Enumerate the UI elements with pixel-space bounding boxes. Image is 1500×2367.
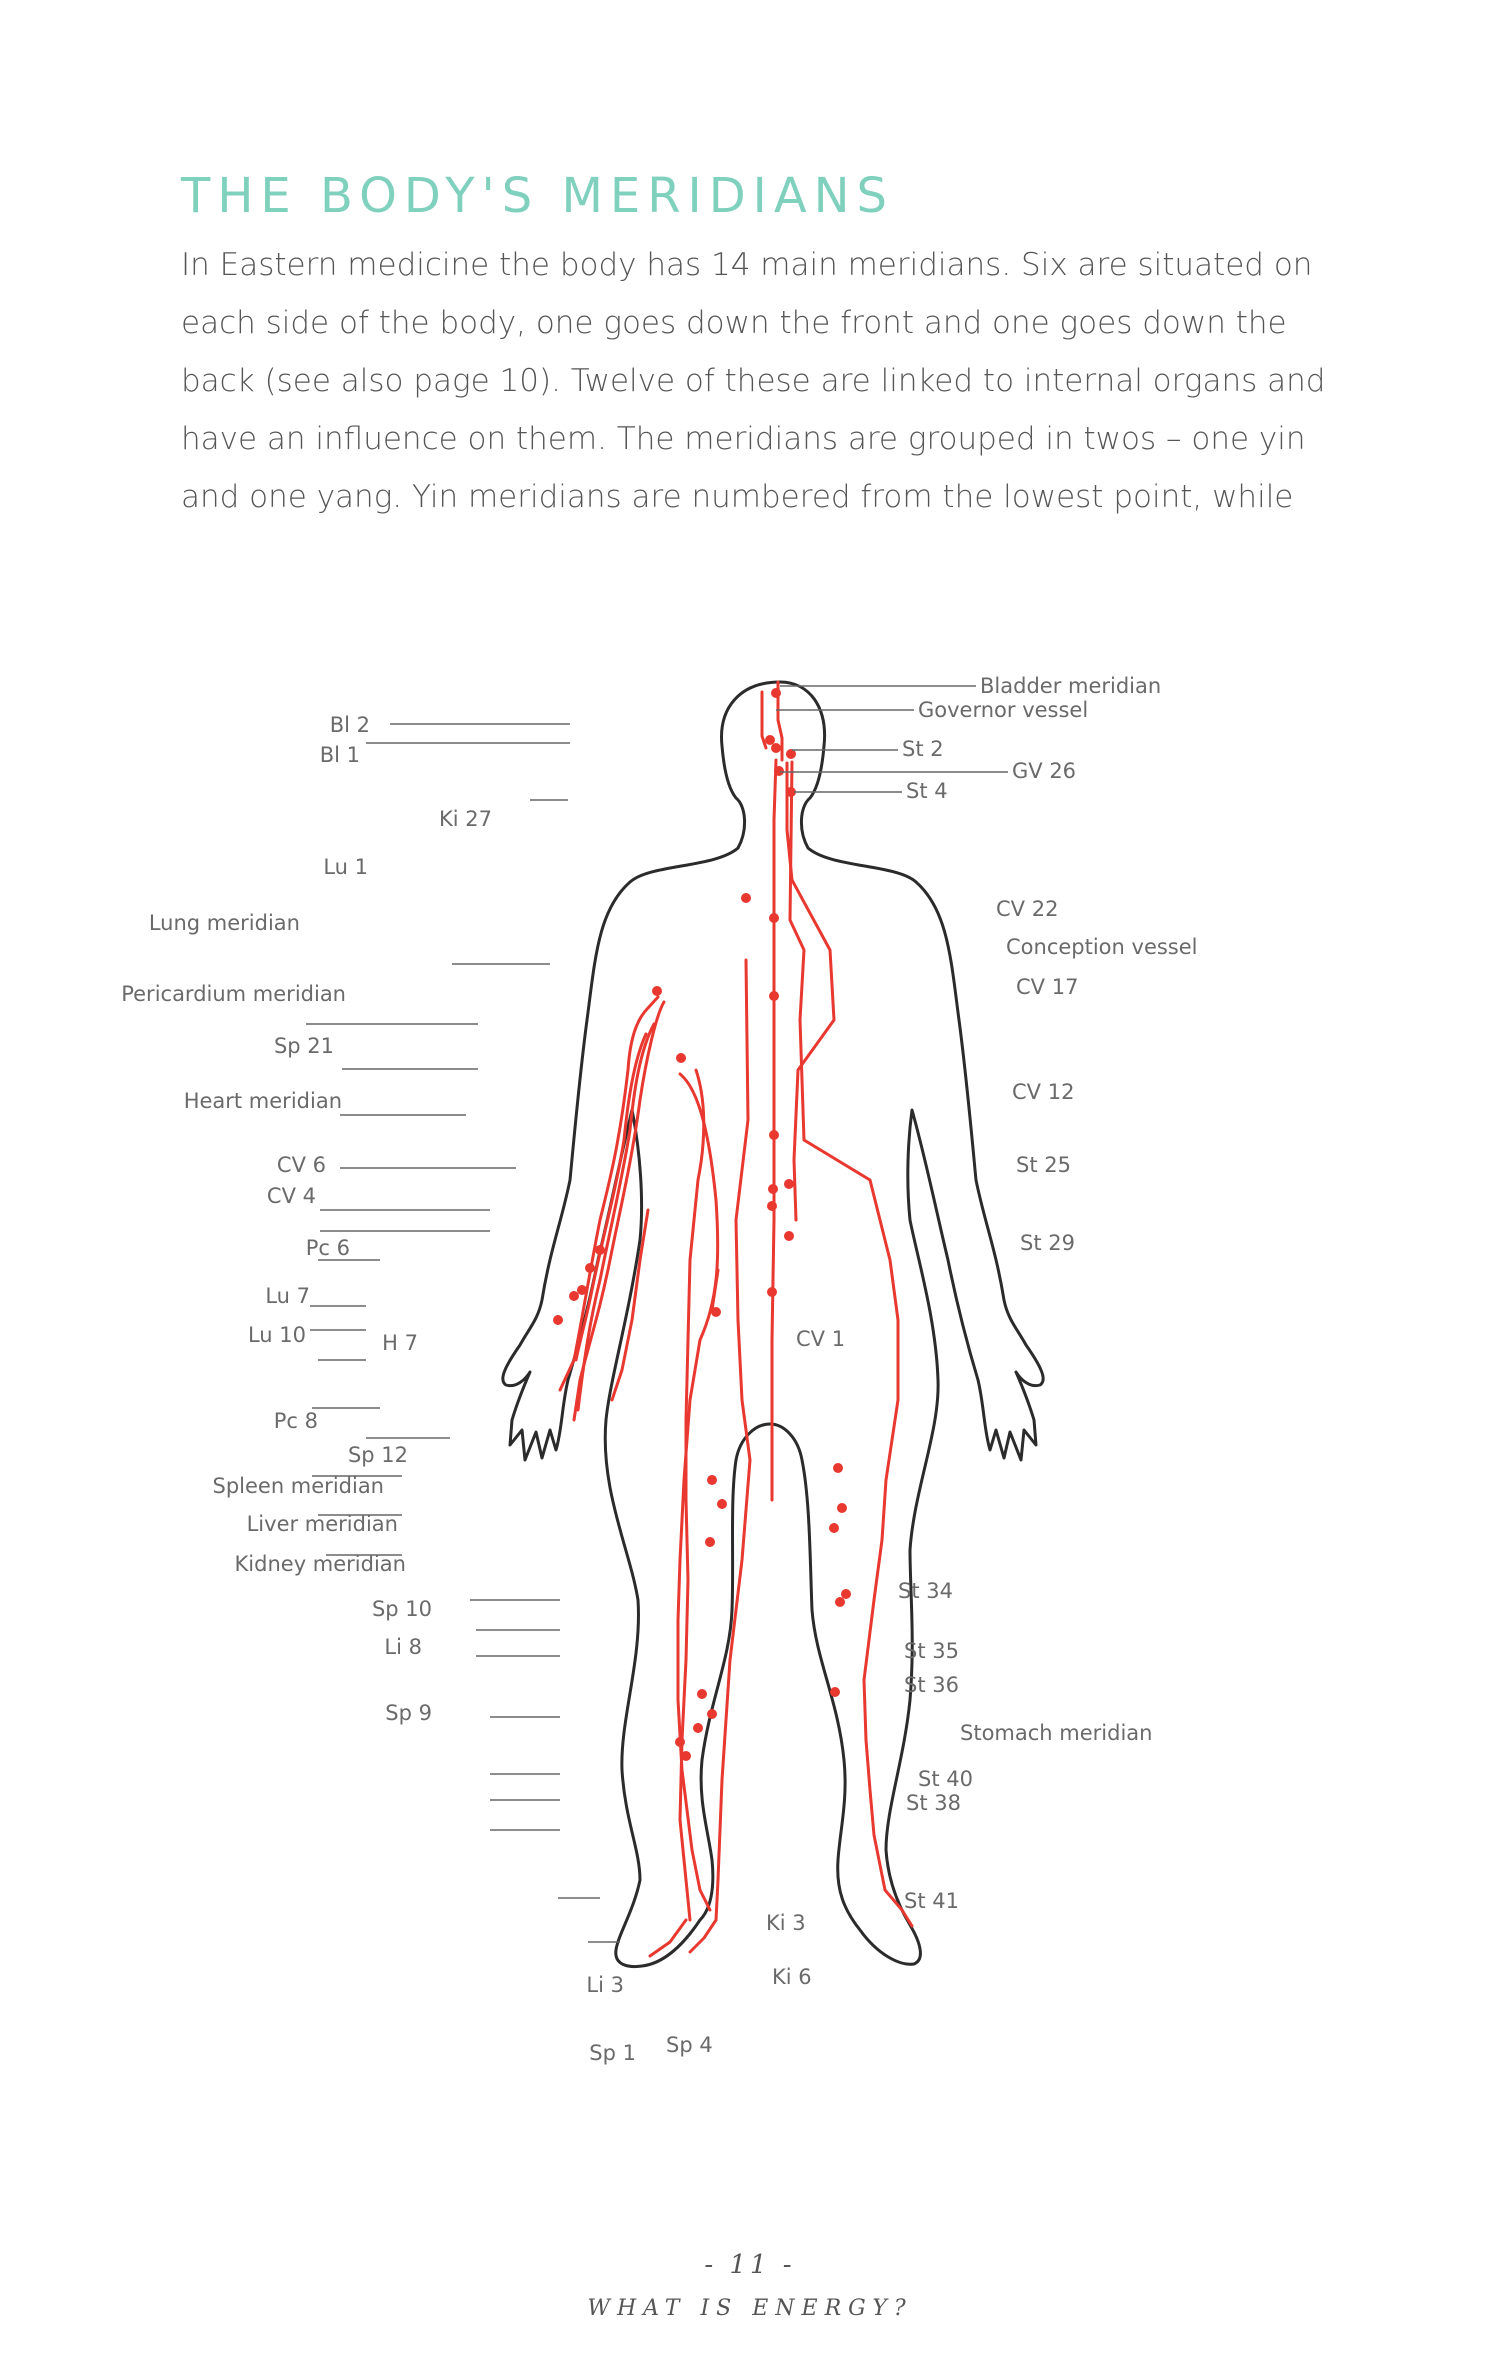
label-bladder-meridian: Bladder meridian bbox=[980, 674, 1162, 698]
label-conception-vessel: Conception vessel bbox=[1006, 935, 1198, 959]
label-ki-27: Ki 27 bbox=[438, 807, 492, 831]
label-sp-4: Sp 4 bbox=[666, 2033, 713, 2057]
label-cv-12: CV 12 bbox=[1012, 1080, 1075, 1104]
label-lu-1: Lu 1 bbox=[323, 855, 368, 879]
acupoint bbox=[585, 1263, 595, 1273]
label-ki-3: Ki 3 bbox=[766, 1911, 806, 1935]
labels-right bbox=[898, 674, 1198, 1913]
acupoint bbox=[681, 1751, 691, 1761]
acupoint bbox=[769, 991, 779, 1001]
label-governor-vessel: Governor vessel bbox=[918, 698, 1089, 722]
acupoint bbox=[835, 1597, 845, 1607]
paragraph-line: In Eastern medicine the body has 14 main meridians. Six are situated on bbox=[181, 247, 1313, 283]
acupoint bbox=[569, 1291, 579, 1301]
label-stomach-meridian: Stomach meridian bbox=[960, 1721, 1153, 1745]
label-heart-meridian: Heart meridian bbox=[183, 1089, 342, 1113]
foot-links bbox=[650, 1890, 716, 1956]
intro-paragraph bbox=[181, 236, 1341, 526]
label-cv-17: CV 17 bbox=[1016, 975, 1079, 999]
running-footer: WHAT IS ENERGY? bbox=[587, 2296, 913, 2321]
label-lu-10: Lu 10 bbox=[247, 1323, 306, 1347]
label-st-29: St 29 bbox=[1020, 1231, 1075, 1255]
meridian-diagram bbox=[121, 620, 1350, 2100]
label-sp-12: Sp 12 bbox=[347, 1443, 408, 1467]
acupoint bbox=[769, 1130, 779, 1140]
acupoint bbox=[765, 735, 775, 745]
acupoint bbox=[697, 1689, 707, 1699]
label-st-35: St 35 bbox=[904, 1639, 959, 1663]
label-cv-1: CV 1 bbox=[796, 1327, 846, 1351]
label-ki-6: Ki 6 bbox=[772, 1965, 812, 1989]
paragraph-line: each side of the body, one goes down the front and one goes down the bbox=[181, 305, 1287, 341]
acupoint bbox=[652, 986, 662, 996]
acupoint bbox=[717, 1499, 727, 1509]
acupoint bbox=[705, 1537, 715, 1547]
acupoint bbox=[553, 1315, 563, 1325]
acupoint bbox=[829, 1523, 839, 1533]
acupoint bbox=[841, 1589, 851, 1599]
paragraph-line: back (see also page 10). Twelve of these are linked to internal organs and bbox=[181, 363, 1326, 399]
acupoint bbox=[833, 1463, 843, 1473]
label-sp-9: Sp 9 bbox=[385, 1701, 432, 1725]
label-pc-6: Pc 6 bbox=[305, 1236, 350, 1260]
label-lung-meridian: Lung meridian bbox=[148, 911, 300, 935]
acupoint bbox=[707, 1709, 717, 1719]
acupoint bbox=[771, 688, 781, 698]
acupoint bbox=[768, 1184, 778, 1194]
label-cv-6: CV 6 bbox=[276, 1153, 326, 1177]
label-st-2: St 2 bbox=[902, 737, 944, 761]
acupoint bbox=[771, 743, 781, 753]
paragraph-line: and one yang. Yin meridians are numbered from the lowest point, while bbox=[181, 479, 1294, 515]
acupoint bbox=[767, 1287, 777, 1297]
acupoint bbox=[837, 1503, 847, 1513]
acupoint bbox=[769, 913, 779, 923]
label-lu-7: Lu 7 bbox=[265, 1284, 310, 1308]
acupoint bbox=[577, 1285, 587, 1295]
label-spleen-meridian: Spleen meridian bbox=[212, 1474, 384, 1498]
labels-left bbox=[121, 713, 845, 2065]
label-st-25: St 25 bbox=[1016, 1153, 1071, 1177]
acupoint bbox=[767, 1201, 777, 1211]
label-h-7: H 7 bbox=[382, 1331, 418, 1355]
label-sp-1: Sp 1 bbox=[589, 2041, 636, 2065]
acupoint bbox=[784, 1179, 794, 1189]
label-st-4: St 4 bbox=[906, 779, 948, 803]
label-cv-22: CV 22 bbox=[996, 897, 1059, 921]
lung-meridian-outer bbox=[574, 1002, 664, 1420]
label-sp-21: Sp 21 bbox=[273, 1034, 334, 1058]
acupoint bbox=[693, 1723, 703, 1733]
acupoint bbox=[707, 1475, 717, 1485]
label-st-34: St 34 bbox=[898, 1579, 953, 1603]
label-liver-meridian: Liver meridian bbox=[246, 1512, 398, 1536]
acupoint bbox=[741, 893, 751, 903]
label-gv-26: GV 26 bbox=[1012, 759, 1077, 783]
page-title: THE BODY'S MERIDIANS bbox=[181, 168, 895, 224]
acupoint bbox=[675, 1737, 685, 1747]
acupoint bbox=[595, 1245, 605, 1255]
label-st-36: St 36 bbox=[904, 1673, 959, 1697]
page-number: - 11 - bbox=[704, 2250, 796, 2280]
acupoint bbox=[711, 1307, 721, 1317]
stomach-meridian-inner bbox=[787, 763, 834, 1220]
label-cv-4: CV 4 bbox=[266, 1184, 316, 1208]
arm-meridian-link bbox=[612, 1210, 648, 1400]
label-pericardium-meridian: Pericardium meridian bbox=[121, 982, 346, 1006]
meridian-lines bbox=[560, 682, 912, 1956]
acupoint bbox=[784, 1231, 794, 1241]
label-kidney-meridian: Kidney meridian bbox=[234, 1552, 406, 1576]
label-st-38: St 38 bbox=[906, 1791, 961, 1815]
acupoint bbox=[774, 766, 784, 776]
label-st-40: St 40 bbox=[918, 1767, 973, 1791]
label-pc-8: Pc 8 bbox=[273, 1409, 318, 1433]
label-sp-10: Sp 10 bbox=[371, 1597, 432, 1621]
acupoint bbox=[830, 1687, 840, 1697]
label-li-8: Li 8 bbox=[384, 1635, 422, 1659]
label-bl-1: Bl 1 bbox=[319, 743, 360, 767]
label-bl-2: Bl 2 bbox=[329, 713, 370, 737]
label-st-41: St 41 bbox=[904, 1889, 959, 1913]
acupoint bbox=[676, 1053, 686, 1063]
paragraph-line: have an influence on them. The meridians are grouped in twos – one yin bbox=[181, 421, 1306, 457]
label-li-3: Li 3 bbox=[586, 1973, 624, 1997]
